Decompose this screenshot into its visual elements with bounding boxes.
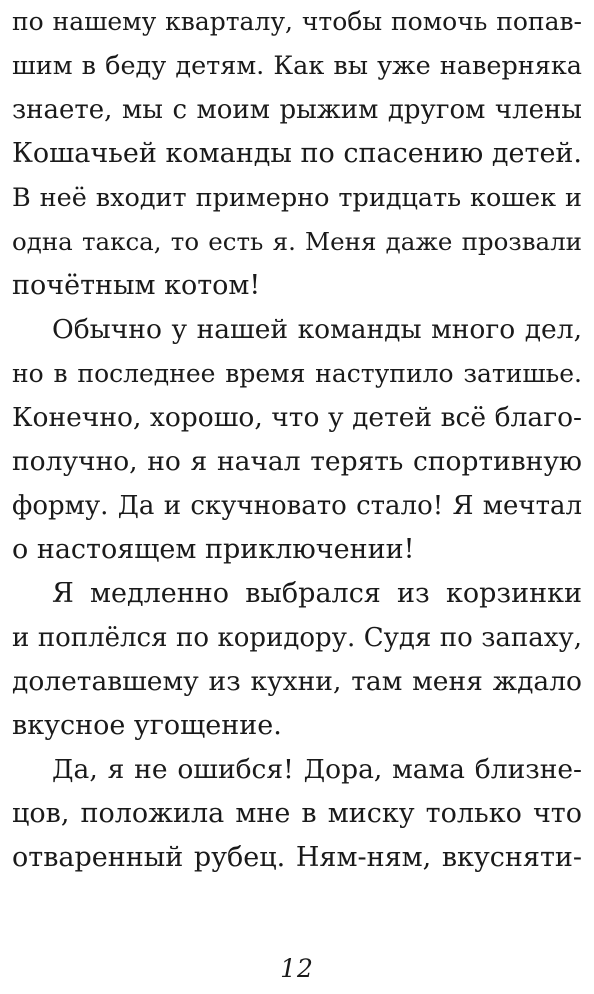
text-line: Кошачьей команды по спасению детей. — [12, 138, 582, 169]
text-line: о настоящем приключении! — [12, 534, 415, 565]
text-line: цов, положила мне в миску только что — [12, 798, 582, 829]
text-line: Конечно, хорошо, что у детей всё благо- — [12, 402, 582, 433]
text-line: Обычно у нашей команды много дел, — [52, 314, 582, 345]
text-line: почётным котом! — [12, 270, 261, 301]
text-line: по нашему кварталу, чтобы помочь попав- — [12, 7, 582, 36]
text-line: шим в беду детям. Как вы уже наверняка — [12, 51, 582, 81]
text-line: долетавшему из кухни, там меня ждало — [12, 666, 582, 697]
text-line: но в последнее время наступило затишье. — [12, 359, 582, 388]
text-line: знаете, мы с моим рыжим другом члены — [12, 95, 582, 125]
text-line: В неё входит примерно тридцать кошек и — [12, 183, 582, 213]
text-line: вкусное угощение. — [12, 710, 282, 741]
text-line: Я медленно выбрался из корзинки — [52, 578, 582, 609]
page-number: 12 — [280, 954, 314, 983]
text-line: форму. Да и скучновато стало! Я мечтал — [12, 491, 582, 521]
text-line: отваренный рубец. Ням-ням, вкусняти- — [12, 842, 582, 873]
text-line: и поплёлся по коридору. Судя по запаху, — [12, 623, 582, 653]
text-line: одна такса, то есть я. Меня даже прозвали — [12, 227, 582, 256]
text-line: получно, но я начал терять спортивную — [12, 446, 582, 477]
text-line: Да, я не ошибся! Дора, мама близне- — [52, 754, 582, 785]
